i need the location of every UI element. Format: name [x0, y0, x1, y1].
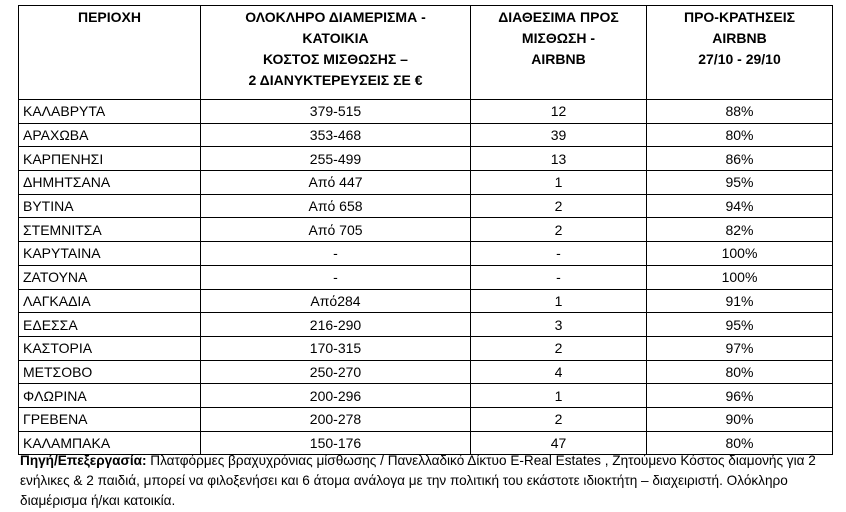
- source-label: Πηγή/Επεξεργασία:: [20, 453, 147, 468]
- cell-region: ΚΑΛΑΜΠΑΚΑ: [19, 431, 201, 455]
- header-line: 27/10 - 29/10: [698, 51, 781, 67]
- header-available: [471, 6, 647, 100]
- cell-region: ΜΕΤΣΟΒΟ: [19, 360, 201, 384]
- table-row: [19, 336, 833, 360]
- cell-region: ΛΑΓΚΑΔΙΑ: [19, 289, 201, 313]
- cell-region: ΦΛΩΡΙΝΑ: [19, 384, 201, 408]
- header-line: AIRBNB: [531, 51, 586, 67]
- cell-cost: Από 447: [201, 171, 471, 195]
- table-row: [19, 265, 833, 289]
- cell-cost: Από284: [201, 289, 471, 313]
- cell-region: ΓΡΕΒΕΝΑ: [19, 407, 201, 431]
- header-line: ΚΟΣΤΟΣ ΜΙΣΘΩΣΗΣ –: [263, 51, 408, 67]
- cell-cost: Από 705: [201, 218, 471, 242]
- header-line: ΠΕΡΙΟΧΗ: [77, 9, 141, 25]
- cell-cost: 200-296: [201, 384, 471, 408]
- table-row: [19, 289, 833, 313]
- cell-cost: 216-290: [201, 313, 471, 337]
- table-row: [19, 313, 833, 337]
- cell-prebookings: 100%: [647, 265, 833, 289]
- cell-available: 2: [471, 407, 647, 431]
- cell-prebookings: 80%: [647, 123, 833, 147]
- cell-prebookings: 86%: [647, 147, 833, 171]
- cell-available: 2: [471, 336, 647, 360]
- cell-cost: 379-515: [201, 100, 471, 124]
- cell-available: 1: [471, 289, 647, 313]
- cell-region: ΖΑΤΟΥΝΑ: [19, 265, 201, 289]
- cell-cost: 255-499: [201, 147, 471, 171]
- table-row: [19, 123, 833, 147]
- cell-available: -: [471, 265, 647, 289]
- table-row: [19, 407, 833, 431]
- cell-region: ΚΑΡΠΕΝΗΣΙ: [19, 147, 201, 171]
- cell-prebookings: 88%: [647, 100, 833, 124]
- cell-cost: 200-278: [201, 407, 471, 431]
- source-note: [20, 451, 830, 511]
- table-row: [19, 384, 833, 408]
- header-line: ΜΙΣΘΩΣΗ -: [521, 30, 596, 46]
- cell-available: 12: [471, 100, 647, 124]
- header-line: ΠΡΟ-ΚΡΑΤΗΣΕΙΣ: [683, 9, 796, 25]
- cell-available: 1: [471, 171, 647, 195]
- header-line: ΔΙΑΘΕΣΙΜΑ ΠΡΟΣ: [498, 9, 619, 25]
- cell-prebookings: 91%: [647, 289, 833, 313]
- header-line: AIRBNB: [712, 30, 767, 46]
- cell-cost: 353-468: [201, 123, 471, 147]
- cell-prebookings: 82%: [647, 218, 833, 242]
- table-row: [19, 171, 833, 195]
- cell-prebookings: 96%: [647, 384, 833, 408]
- cell-cost: 150-176: [201, 431, 471, 455]
- cell-available: 2: [471, 218, 647, 242]
- cell-prebookings: 95%: [647, 171, 833, 195]
- table-row: [19, 360, 833, 384]
- table-row: [19, 147, 833, 171]
- cell-available: 47: [471, 431, 647, 455]
- cell-available: -: [471, 242, 647, 266]
- cell-region: ΕΔΕΣΣΑ: [19, 313, 201, 337]
- cell-prebookings: 80%: [647, 431, 833, 455]
- cell-region: ΑΡΑΧΩΒΑ: [19, 123, 201, 147]
- cell-region: ΣΤΕΜΝΙΤΣΑ: [19, 218, 201, 242]
- cell-prebookings: 100%: [647, 242, 833, 266]
- cell-cost: -: [201, 242, 471, 266]
- cell-prebookings: 90%: [647, 407, 833, 431]
- header-prebookings: [647, 6, 833, 100]
- source-text: Πλατφόρμες βραχυχρόνιας μίσθωσης / Πανελλαδικό Δίκτυο E-Real Estates , Ζητούμενο Κόστος διαμονής για 2 ενήλικες & 2 παιδιά, μπορεί να φιλοξενήσει και 6 άτομα ανάλογα με την πολιτική του εκάστοτε ιδιοκτήτη – διαχειριστή. Ολόκληρο διαμέρισμα ή/και κατοικία.: [20, 453, 816, 508]
- cell-cost: -: [201, 265, 471, 289]
- cell-available: 3: [471, 313, 647, 337]
- cell-prebookings: 94%: [647, 194, 833, 218]
- cell-region: ΚΑΣΤΟΡΙΑ: [19, 336, 201, 360]
- cell-prebookings: 97%: [647, 336, 833, 360]
- cell-region: ΚΑΛΑΒΡΥΤΑ: [19, 100, 201, 124]
- header-region: [19, 6, 201, 100]
- table-row: [19, 218, 833, 242]
- table-row: [19, 242, 833, 266]
- table-row: [19, 194, 833, 218]
- cell-available: 4: [471, 360, 647, 384]
- cell-cost: Από 658: [201, 194, 471, 218]
- cell-available: 13: [471, 147, 647, 171]
- header-line: 2 ΔΙΑΝΥΚΤΕΡΕΥΣΕΙΣ ΣΕ €: [248, 72, 423, 88]
- cell-region: ΚΑΡΥΤΑΙΝΑ: [19, 242, 201, 266]
- table-header-row: [19, 6, 833, 100]
- cell-region: ΔΗΜΗΤΣΑΝΑ: [19, 171, 201, 195]
- cell-available: 39: [471, 123, 647, 147]
- rental-table: [18, 5, 833, 455]
- cell-prebookings: 95%: [647, 313, 833, 337]
- header-line: ΚΑΤΟΙΚΙΑ: [302, 30, 369, 46]
- cell-available: 2: [471, 194, 647, 218]
- cell-prebookings: 80%: [647, 360, 833, 384]
- cell-region: ΒΥΤΙΝΑ: [19, 194, 201, 218]
- cell-available: 1: [471, 384, 647, 408]
- cell-cost: 170-315: [201, 336, 471, 360]
- cell-cost: 250-270: [201, 360, 471, 384]
- table-row: [19, 100, 833, 124]
- header-line: ΟΛΟΚΛΗΡΟ ΔΙΑΜΕΡΙΣΜΑ -: [245, 9, 426, 25]
- header-cost: [201, 6, 471, 100]
